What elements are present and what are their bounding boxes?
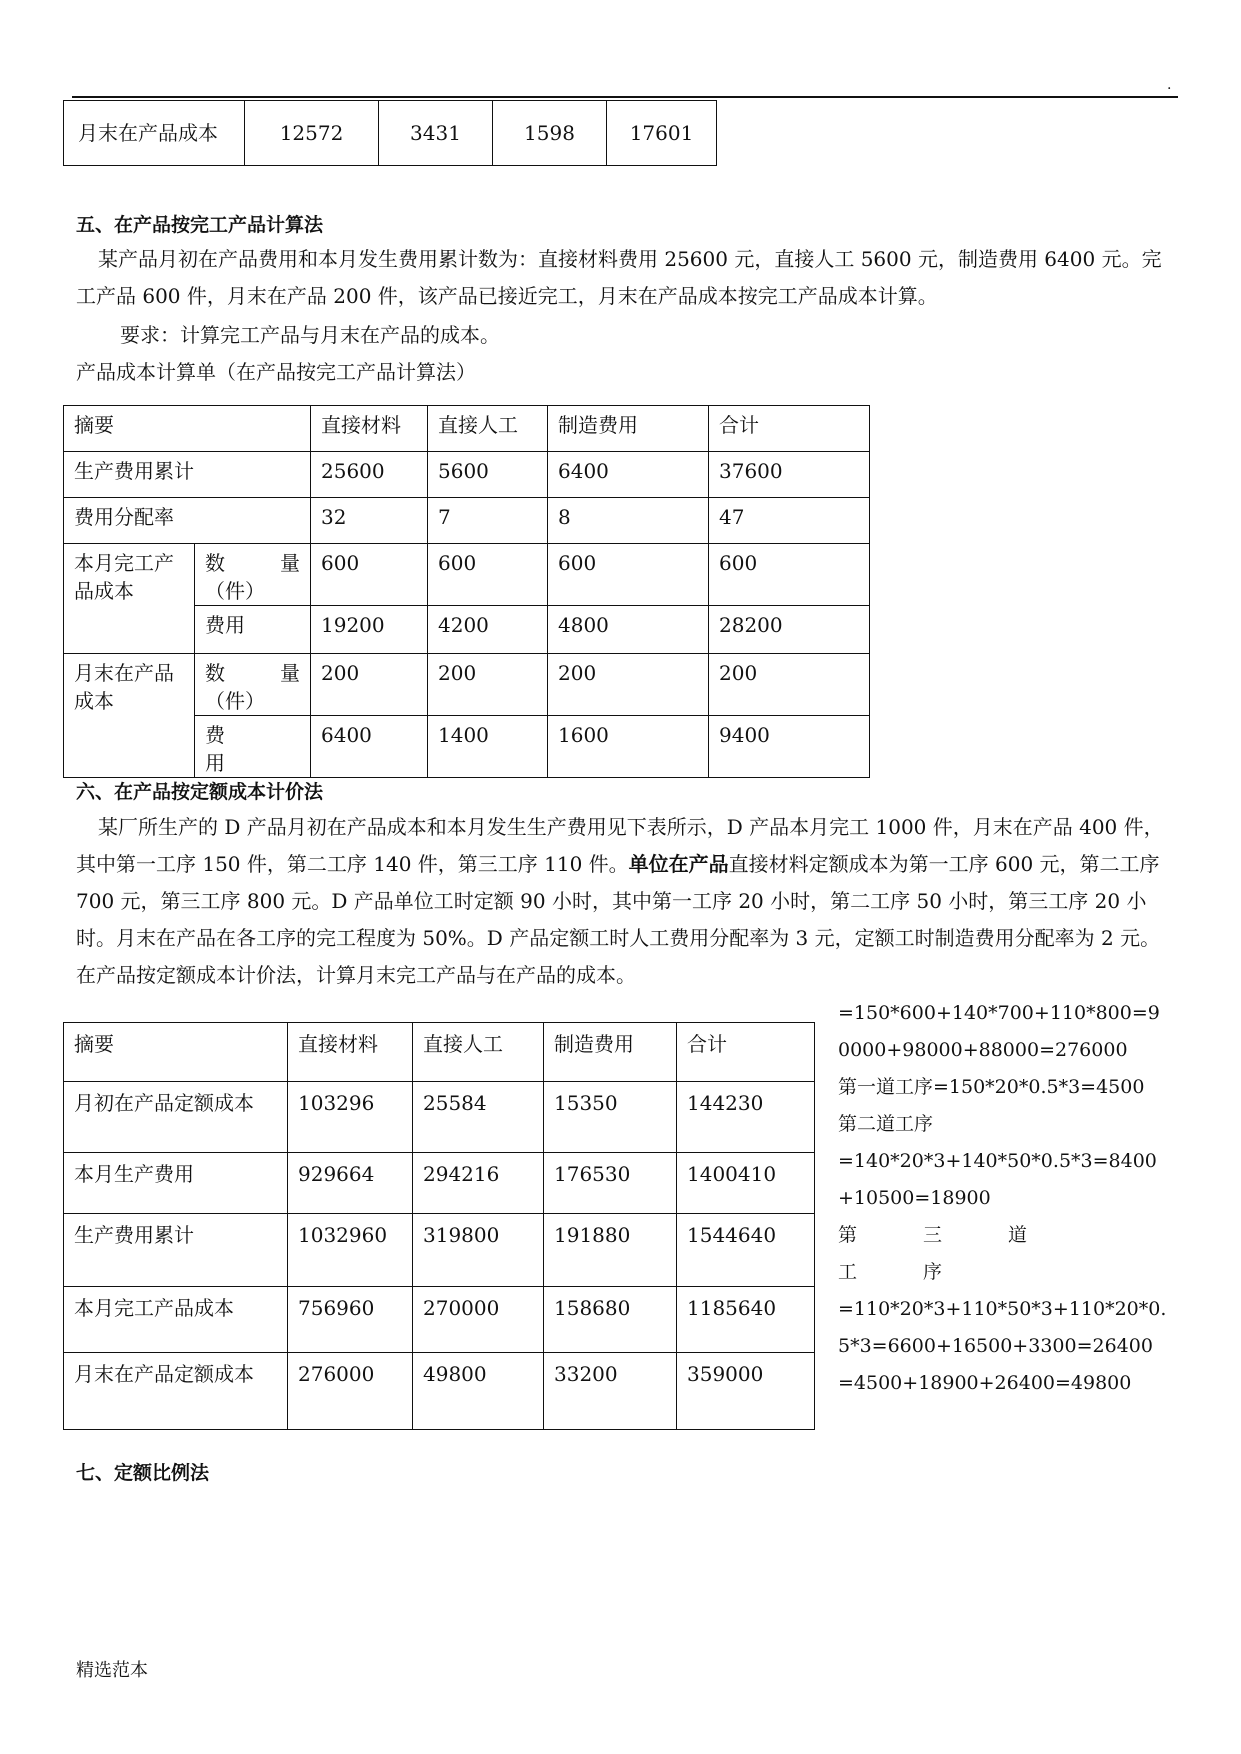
- cost-label: 费用: [195, 606, 311, 654]
- cell: 200: [709, 654, 870, 716]
- cell: 276000: [288, 1353, 413, 1430]
- cell: 319800: [413, 1214, 544, 1287]
- header-cell: 合计: [677, 1023, 815, 1082]
- calculation-notes: [838, 995, 1170, 1402]
- cell: 3431: [379, 101, 493, 166]
- note-line: =140*20*3+140*50*0.5*3=8400+10500=18900: [838, 1150, 1157, 1209]
- cell: 176530: [544, 1153, 677, 1214]
- row-label: 本月完工产品成本: [64, 1287, 288, 1353]
- section6-table: [63, 1022, 815, 1430]
- table-header-row: [64, 1023, 815, 1082]
- cell: 28200: [709, 606, 870, 654]
- cell: 49800: [413, 1353, 544, 1430]
- table-row: [64, 452, 870, 498]
- header-cell: 摘要: [64, 1023, 288, 1082]
- cell: 158680: [544, 1287, 677, 1353]
- cell: 359000: [677, 1353, 815, 1430]
- cell: 191880: [544, 1214, 677, 1287]
- note-line-spread: [838, 1217, 1170, 1291]
- cell: 600: [428, 544, 548, 606]
- table-row: [64, 101, 717, 166]
- cell: 600: [311, 544, 428, 606]
- section6-paragraph-bold: 单位在产品: [628, 852, 729, 876]
- header-rule: [72, 96, 1178, 98]
- table-row: [64, 1353, 815, 1430]
- qty-label-char: 量: [280, 551, 300, 575]
- section7-heading: 七、定额比例法: [76, 1462, 210, 1484]
- table-row: [64, 544, 870, 606]
- section6-heading: 六、在产品按定额成本计价法: [76, 781, 324, 803]
- qty-label: [205, 549, 300, 577]
- qty-label-cell: [195, 654, 311, 716]
- cell: 1400: [428, 716, 548, 778]
- note-line: 第二道工序: [838, 1113, 934, 1135]
- row-label: 生产费用累计: [64, 452, 311, 498]
- cell: 1185640: [677, 1287, 815, 1353]
- header-cell: 合计: [709, 406, 870, 452]
- cell: 6400: [311, 716, 428, 778]
- cell: 32: [311, 498, 428, 544]
- qty-label-char: 量: [280, 661, 300, 685]
- header-cell: 直接材料: [311, 406, 428, 452]
- cell: 200: [428, 654, 548, 716]
- cell: 144230: [677, 1082, 815, 1153]
- table-row: [64, 1287, 815, 1353]
- note-line: 第一道工序=150*20*0.5*3=4500: [838, 1076, 1145, 1098]
- row-label: 本月生产费用: [64, 1153, 288, 1214]
- note-line: =110*20*3+110*50*3+110*20*0.5*3=6600+16500+3300=26400: [838, 1298, 1167, 1357]
- footer-text: 精选范本: [76, 1660, 148, 1681]
- cell: 37600: [709, 452, 870, 498]
- qty-label-char: 数: [205, 551, 225, 575]
- header-mark: .: [1167, 77, 1172, 93]
- table-row: [64, 498, 870, 544]
- table-row: [64, 1214, 815, 1287]
- table-row: [64, 1082, 815, 1153]
- header-cell: 制造费用: [544, 1023, 677, 1082]
- cell: 294216: [413, 1153, 544, 1214]
- note-line: 第三道工序: [838, 1224, 1094, 1283]
- cell: 600: [709, 544, 870, 606]
- cell: 15350: [544, 1082, 677, 1153]
- qty-label-cell: [195, 544, 311, 606]
- cell: 9400: [709, 716, 870, 778]
- cell: 4800: [548, 606, 709, 654]
- header-cell: 制造费用: [548, 406, 709, 452]
- cell: 1600: [548, 716, 709, 778]
- cell: 270000: [413, 1287, 544, 1353]
- cell: 25600: [311, 452, 428, 498]
- header-cell: 摘要: [64, 406, 311, 452]
- cell: 756960: [288, 1287, 413, 1353]
- cell: 8: [548, 498, 709, 544]
- cell: 47: [709, 498, 870, 544]
- row-label: 月初在产品定额成本: [64, 1082, 288, 1153]
- section6-paragraph: [76, 809, 1176, 994]
- header-cell: 直接人工: [428, 406, 548, 452]
- cell: 1598: [493, 101, 607, 166]
- qty-unit: （件）: [205, 689, 265, 713]
- cell: 7: [428, 498, 548, 544]
- cell: 1032960: [288, 1214, 413, 1287]
- cost-label: 费用: [195, 716, 311, 778]
- section6-paragraph-part2: 直接材料定额成本为第一工序 600 元，第二工序 700 元，第三工序 800 元。D 产品单位工时定额 90 小时，其中第一工序 20 小时，第二工序 50 小时，第三工序 20 小时。月末在产品在各工序的完工程度为 50%。D 产品定额工时人工费用分配率为 3 元，定额工时制造费用分配率为 2 元。在产品按定额成本计价法，计算月末完工产品与在产品的成本。: [76, 852, 1161, 987]
- cell: 1544640: [677, 1214, 815, 1287]
- section5-paragraph: 某产品月初在产品费用和本月发生费用累计数为：直接材料费用 25600 元，直接人工 5600 元，制造费用 6400 元。完工产品 600 件，月末在产品 200 件，该产品已接近完工，月末在产品成本按完工产品成本计算。: [76, 247, 1162, 308]
- row-label: 月末在产品定额成本: [64, 1353, 288, 1430]
- section5-table-caption: 产品成本计算单（在产品按完工产品计算法）: [76, 360, 476, 384]
- group-label: 月末在产品成本: [64, 654, 195, 778]
- cell: 1400410: [677, 1153, 815, 1214]
- section6-paragraph-part1: 某厂所生产的 D 产品月初在产品成本和本月发生生产费用见下表所示，D 产品本月完工 1000 件，月末在产品 400 件，其中第一工序 150 件，第二工序 140 件，第三工序 110 件。: [76, 815, 1164, 876]
- cell: 4200: [428, 606, 548, 654]
- cell: 6400: [548, 452, 709, 498]
- row-label: 费用分配率: [64, 498, 311, 544]
- group-label: 本月完工产品成本: [64, 544, 195, 654]
- header-cell: 直接材料: [288, 1023, 413, 1082]
- section5-table: [63, 405, 870, 778]
- row-label: 月末在产品成本: [64, 101, 245, 166]
- table-row: [64, 654, 870, 716]
- cell: 5600: [428, 452, 548, 498]
- table-row: [64, 1153, 815, 1214]
- cell: 929664: [288, 1153, 413, 1214]
- previous-table-tail: [63, 100, 717, 166]
- row-label: 生产费用累计: [64, 1214, 288, 1287]
- cell: 12572: [245, 101, 379, 166]
- cell: 19200: [311, 606, 428, 654]
- cell: 103296: [288, 1082, 413, 1153]
- cell: 600: [548, 544, 709, 606]
- qty-label: [205, 659, 300, 687]
- header-cell: 直接人工: [413, 1023, 544, 1082]
- table-header-row: [64, 406, 870, 452]
- cell: 200: [548, 654, 709, 716]
- cell: 33200: [544, 1353, 677, 1430]
- section5-heading: 五、在产品按完工产品计算法: [76, 214, 324, 236]
- qty-label-char: 数: [205, 661, 225, 685]
- cell: 17601: [607, 101, 717, 166]
- note-line: =150*600+140*700+110*800=90000+98000+88000=276000: [838, 1002, 1160, 1061]
- cell: 200: [311, 654, 428, 716]
- qty-unit: （件）: [205, 579, 265, 603]
- section5-requirement: 要求：计算完工产品与月末在产品的成本。: [120, 323, 500, 347]
- cell: 25584: [413, 1082, 544, 1153]
- note-line: =4500+18900+26400=49800: [838, 1372, 1132, 1394]
